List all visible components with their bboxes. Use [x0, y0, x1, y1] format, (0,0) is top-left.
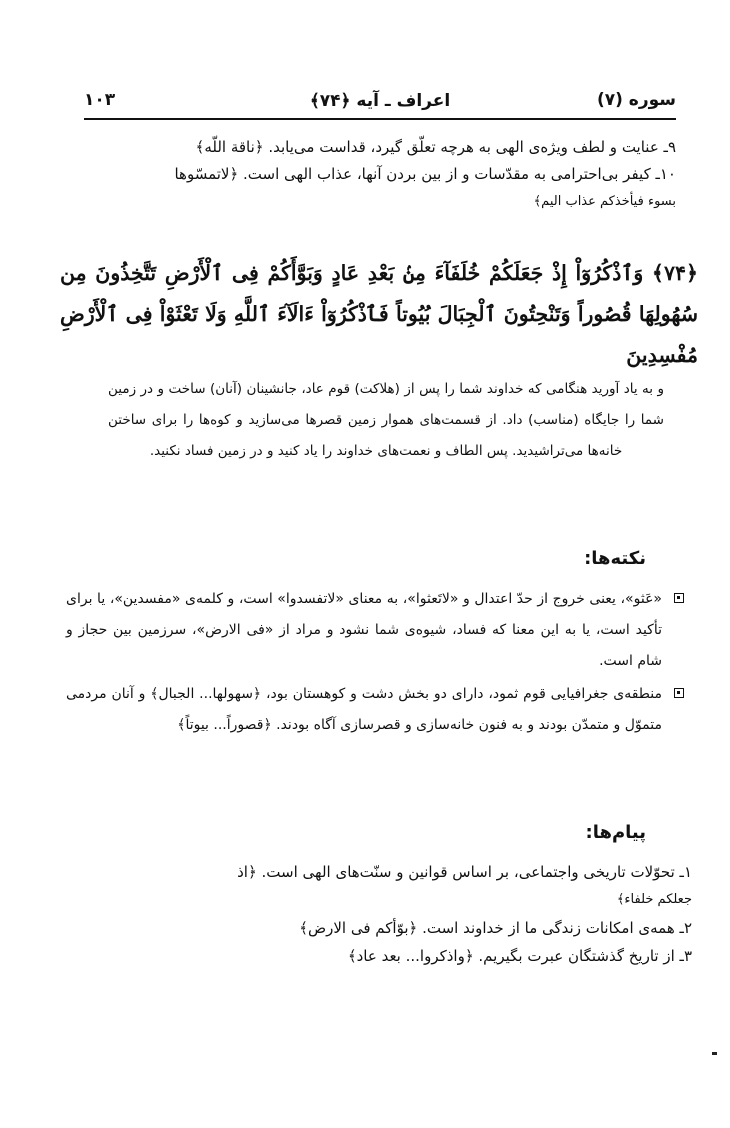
square-bullet-icon	[674, 688, 684, 698]
page-number: ۱۰۳	[84, 90, 116, 110]
message-line: ۳ـ از تاریخ گذشتگان عبرت بگیریم. ﴿واذکروا... بعد عاد﴾	[347, 947, 692, 965]
list-item	[66, 679, 686, 741]
message-line: ۱ـ تحوّلات تاریخی واجتماعی، بر اساس قوانین و سنّت‌های الهی است. ﴿اذ	[237, 863, 692, 881]
note-line: ۹ـ عنایت و لطف ویژه‌ی الهی به هرچه تعلّق گیرد، قداست می‌یابد. ﴿ناقة اللّه﴾	[195, 138, 676, 156]
messages-list	[84, 858, 692, 970]
surah-label: سوره (۷)	[596, 90, 676, 110]
message-line: ۲ـ همه‌ی امکانات زندگی ما از خداوند است. ﴿بوّأکم فی الارض﴾	[299, 919, 692, 937]
points-list	[66, 584, 686, 743]
points-title: نکته‌ها:	[584, 548, 646, 569]
list-item	[66, 584, 686, 677]
message-line: جعلکم خلفاء﴾	[616, 892, 692, 907]
point-text: منطقه‌ی جغرافیایی قوم ثمود، دارای دو بخش دشت و کوهستان بود، ﴿سهولها... الجبال﴾ و آنان مردمی متموّل و متمدّن بودند و به فنون خانه‌سازی و قصرسازی آگاه بودند. ﴿قصوراً... بیوتاً﴾	[66, 686, 662, 733]
previous-notes	[84, 134, 676, 215]
quran-verse: ﴿۷۴﴾ وَٱذْكُرُوٓاْ إِذْ جَعَلَكُمْ خُلَفَآءَ مِنۢ بَعْدِ عَادٍ وَبَوَّأَكُمْ فِى ٱلْأَرْضِ تَتَّخِذُونَ مِن سُهُولِهَا قُصُوراً وَتَنْحِتُونَ ٱلْجِبَالَ بُيُوتاً فَٱذْكُرُوٓاْ ءَالَآءَ ٱللَّهِ وَلَا تَعْثَوْاْ فِى ٱلْأَرْضِ مُفْسِدِينَ	[60, 261, 698, 367]
verse-translation: و به یاد آورید هنگامی که خداوند شما را پس از (هلاکت) قوم عاد، جانشینان (آنان) ساخت و در زمین شما را جایگاه (مناسب) داد. از قسمت‌های هموار زمین قصرها می‌سازید و کوه‌ها را برای ساختن خانه‌ها می‌تراشیدید. پس الطاف و نعمت‌های خداوند را یاد کنید و در زمین فساد نکنید.	[108, 381, 664, 459]
note-line: ۱۰ـ کیفر بی‌احترامی به مقدّسات و از بین بردن آنها، عذاب الهی است. ﴿لاتمسّوها	[174, 165, 676, 183]
page-header	[84, 90, 676, 120]
point-text: «عَثو»، یعنی خروج از حدّ اعتدال و «لاتَعثوا»، به معنای «لاتفسدوا» است، و کلمه‌ی «مفسدین»، یا برای تأکید است، یا به این معنا که فساد، شیوه‌ی شما نشود و مراد از «فی الارض»، سرزمین بین حجاز و شام است.	[66, 591, 662, 669]
messages-title: پیام‌ها:	[585, 822, 646, 843]
page-mark	[712, 1052, 717, 1055]
square-bullet-icon	[674, 593, 684, 603]
header-title: اعراف ـ آیه ﴿۷۴﴾	[309, 91, 451, 111]
note-line: بسوء فیأخذکم عذاب الیم﴾	[533, 194, 676, 209]
